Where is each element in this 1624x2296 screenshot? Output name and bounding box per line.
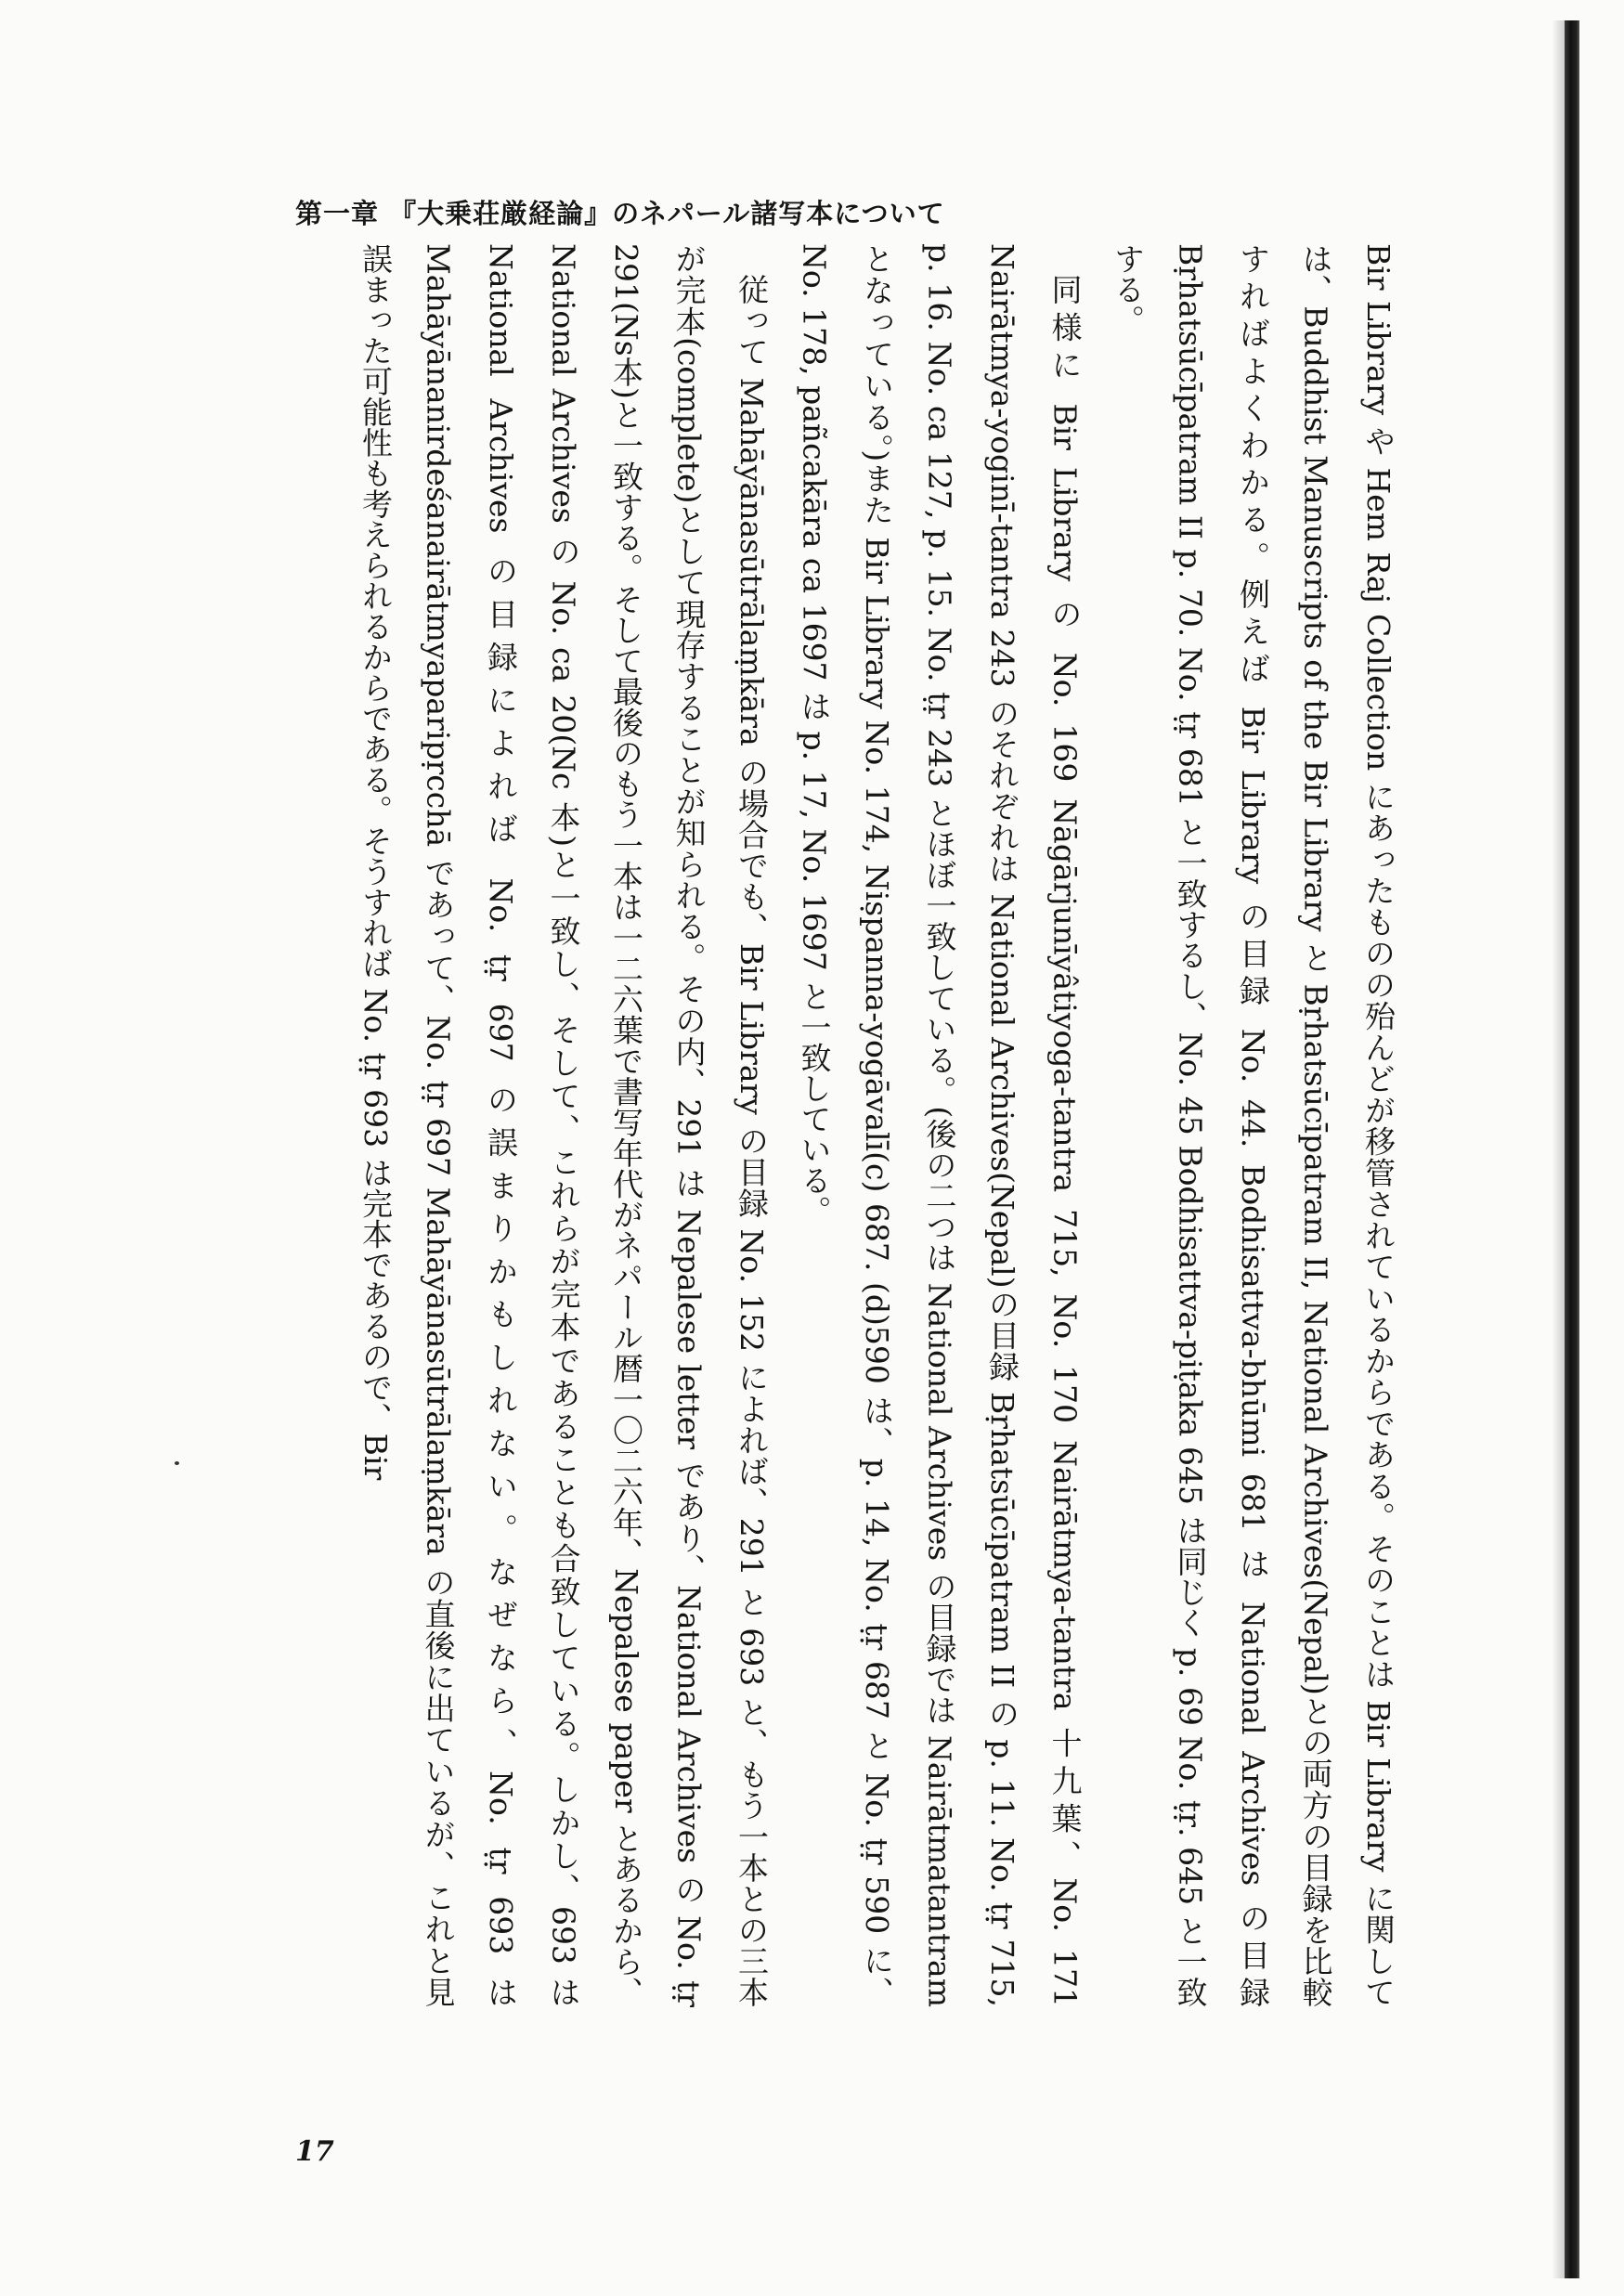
page-number: 17 xyxy=(295,2135,334,2168)
book-spine-edge xyxy=(1565,20,1579,2278)
paragraph-3: 従って Mahāyānasūtrālaṃkāra の場合でも、Bir Library の目録 No. 152 によれば、291 と 693 と、もう一本との三本が完本(complete)として現存することが知られる。その内、291 は Nepalese letter であり、National Archives の No. ṭṛ 291(Ns本)と一致する。そして最後のもう一本は一二六葉で書写年代がネパール暦一〇二六年、Nepalese paper とあるから、National Archives の No. ca 20(Nc 本)と一致し、そして、これらが完本であることも合致している。しかし、693 は National Archives の目録によれば No. ṭṛ 697 の誤まりかもしれない。なぜなら、No. ṭṛ 693 は Mahāyānanirdeśanairātmyaparipṛcchā であって、No. ṭṛ 697 Mahāyānasūtrālaṃkāra の直後に出ているが、これと見誤まった可能性も考えられるからである。そうすれば No. ṭṛ 693 は完本であるので、Bir xyxy=(357,243,770,2007)
binding-shadow xyxy=(1552,20,1565,2278)
main-text-block xyxy=(249,243,1410,2007)
paragraph-1: Bir Library や Hem Raj Collection にあったものの殆んどが移管されているからである。そのことは Bir Library に関しては、Buddhist Manuscripts of the Bir Library と Bṛhatsūcīpatram II, National Archives(Nepal)との両方の目録を比較すればよくわかる。例えば Bir Library の目録 No. 44. Bodhisattva-bhūmi 681 は National Archives の目録 Bṛhatsūcīpatram II p. 70. No. ṭṛ 681 と一致するし、No. 45 Bodhisattva-piṭaka 645 は同じく p. 69 No. ṭṛ. 645 と一致する。 xyxy=(1110,243,1397,2007)
running-head: 第一章 『大乗荘厳経論』のネパール諸写本について xyxy=(295,198,945,229)
paragraph-2: 同様に Bir Library の No. 169 Nāgārjunīyâtiyoga-tantra 715, No. 170 Nairātmya-tantra 十九葉、No. 171 Nairātmya-yoginī-tantra 243 のそれぞれは National Archives(Nepal)の目録 Bṛhatsūcīpatram II の p. 11. No. ṭṛ 715, p. 16. No. ca 127, p. 15. No. ṭṛ 243 とほぼ一致している。(後の二つは National Archives の目録では Nairātmatantram となっている。)また Bir Library No. 174, Niṣpanna-yogāvalī(c) 687. (d)590 は、p. 14, No. ṭṛ 687 と No. ṭṛ 590 に、No. 178, pañcakāra ca 1697 は p. 17, No. 1697 と一致している。 xyxy=(796,243,1084,2007)
stray-mark xyxy=(175,1461,179,1465)
